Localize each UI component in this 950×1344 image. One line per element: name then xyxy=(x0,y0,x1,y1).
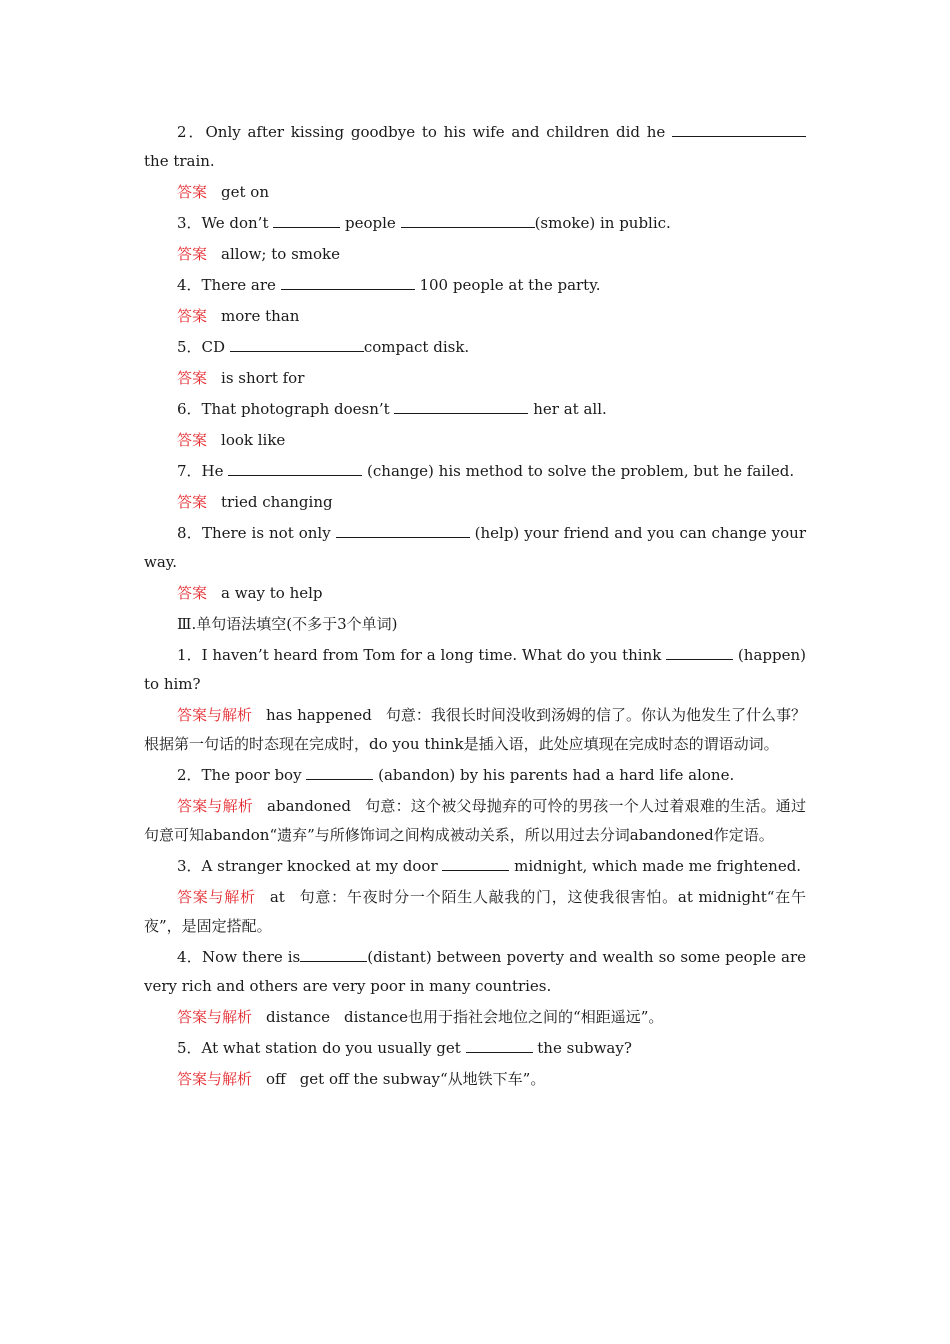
answer-2-8: 答案 a way to help xyxy=(177,584,323,602)
answer-3-3: 答案与解析 at 句意：午夜时分一个陌生人敲我的门，这使我很害怕。at midnight“在午夜”，是固定搭配。 xyxy=(144,888,806,935)
answer-2-4: 答案 more than xyxy=(177,307,300,325)
question-3-3: 3．A stranger knocked at my door midnight, which made me frightened. xyxy=(177,857,802,875)
question-2-7: 7．He (change) his method to solve the problem, but he failed. xyxy=(177,462,795,480)
answer-2-5: 答案 is short for xyxy=(177,369,305,387)
answer-blank xyxy=(336,524,470,538)
answer-blank xyxy=(666,646,733,660)
question-2-3: 3．We don’t people (smoke) in public. xyxy=(177,214,671,232)
question-2-4: 4．There are 100 people at the party. xyxy=(177,276,601,294)
answer-blank xyxy=(230,338,364,352)
answer-3-1: 答案与解析 has happened 句意：我很长时间没收到汤姆的信了。你认为他发生了什么事？根据第一句话的时态现在完成时，do you think是插入语，此处应填现在完成时态的谓语动词。 xyxy=(144,706,806,753)
question-2-6: 6．That photograph doesn’t her at all. xyxy=(177,400,607,418)
answer-2-2: 答案 get on xyxy=(177,183,269,201)
answer-3-2: 答案与解析 abandoned 句意：这个被父母抛弃的可怜的男孩一个人过着艰难的生活。通过句意可知abandon“遗弃”与所修饰词之间构成被动关系，所以用过去分词abandoned作定语。 xyxy=(144,797,806,844)
answer-blank xyxy=(672,123,806,137)
answer-2-7: 答案 tried changing xyxy=(177,493,333,511)
answer-2-3: 答案 allow; to smoke xyxy=(177,245,340,263)
answer-blank xyxy=(273,214,340,228)
answer-blank xyxy=(466,1039,533,1053)
question-2-2: 2．Only after kissing goodbye to his wife and children did he the train. xyxy=(144,118,806,176)
answer-blank xyxy=(228,462,362,476)
section-heading: Ⅲ.单句语法填空(不多于3个单词) xyxy=(177,615,398,633)
answer-3-5: 答案与解析 off get off the subway“从地铁下车”。 xyxy=(177,1070,546,1088)
question-3-5: 5．At what station do you usually get the subway? xyxy=(177,1039,632,1057)
question-2-5: 5．CD compact disk. xyxy=(177,338,470,356)
answer-blank xyxy=(394,400,528,414)
answer-3-4: 答案与解析 distance distance也用于指社会地位之间的“相距遥远”。 xyxy=(177,1008,664,1026)
answer-blank xyxy=(281,276,415,290)
question-3-2: 2．The poor boy (abandon) by his parents had a hard life alone. xyxy=(177,766,735,784)
answer-2-6: 答案 look like xyxy=(177,431,286,449)
answer-blank xyxy=(401,214,535,228)
answer-blank xyxy=(306,766,373,780)
question-3-1: 1．I haven’t heard from Tom for a long time. What do you think (happen) to him? xyxy=(144,646,806,693)
question-2-8: 8．There is not only (help) your friend and you can change your way. xyxy=(144,524,806,571)
document-page xyxy=(144,118,806,1096)
answer-blank xyxy=(300,948,367,962)
answer-blank xyxy=(442,857,509,871)
question-3-4: 4．Now there is (distant) between poverty and wealth so some people are very rich and others are very poor in many countries. xyxy=(144,948,806,995)
